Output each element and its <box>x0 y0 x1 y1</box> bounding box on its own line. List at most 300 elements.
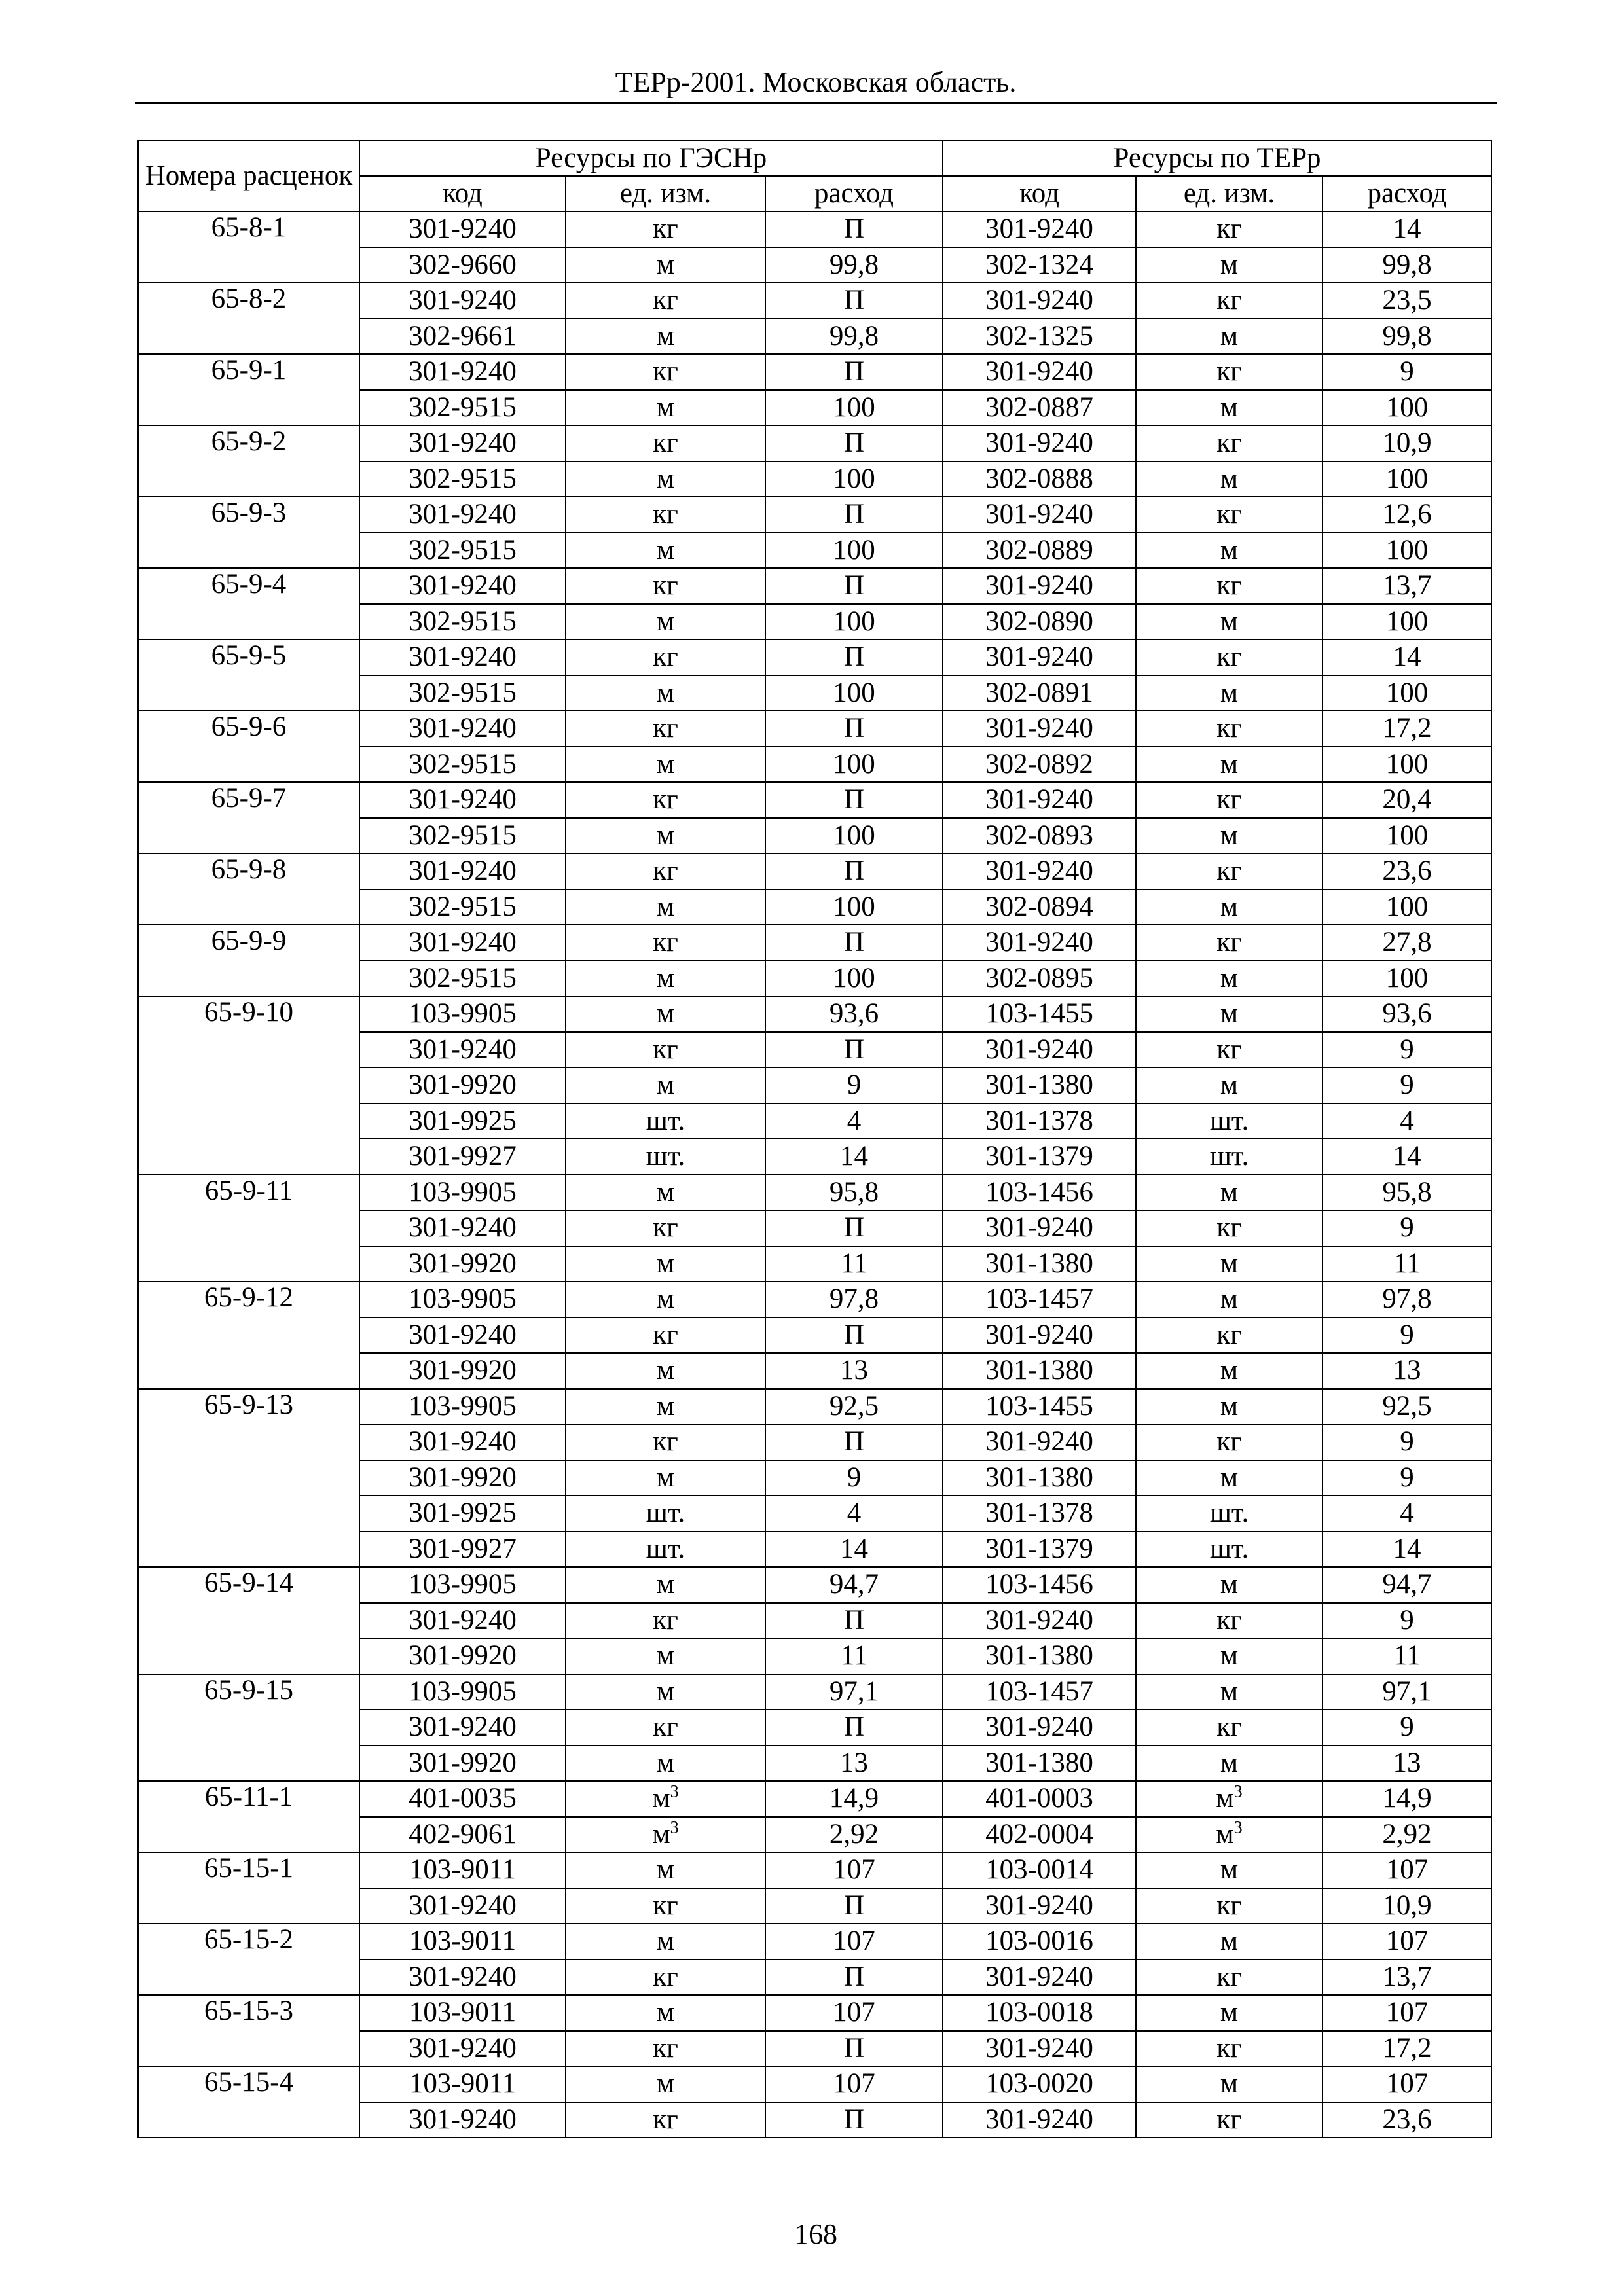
gesn-code-cell: 302-9515 <box>359 961 566 997</box>
table-row <box>138 1567 1491 1603</box>
ter-unit-cell: м <box>1136 1175 1322 1211</box>
table-row <box>138 711 1491 747</box>
ter-unit-cell: м <box>1136 1924 1322 1960</box>
ter-code-cell: 301-9240 <box>943 1210 1136 1246</box>
table-row <box>138 568 1491 604</box>
gesn-unit-cell: м <box>566 1924 765 1960</box>
ter-code-cell: 103-1457 <box>943 1674 1136 1710</box>
ter-unit-cell: м <box>1136 889 1322 925</box>
gesn-unit-cell: м <box>566 2066 765 2102</box>
ter-code-cell: 103-0018 <box>943 1995 1136 2031</box>
ter-resources-header: Ресурсы по ТЕРр <box>943 141 1491 176</box>
gesn-amount-cell: 95,8 <box>765 1175 943 1211</box>
ter-unit-cell: кг <box>1136 1888 1322 1924</box>
gesn-code-cell: 301-9240 <box>359 1318 566 1354</box>
gesn-amount-cell: 97,1 <box>765 1674 943 1710</box>
gesn-code-cell: 103-9011 <box>359 1995 566 2031</box>
rate-number-cell: 65-9-11 <box>138 1175 359 1282</box>
gesn-unit-cell: м <box>566 889 765 925</box>
ter-unit-cell: кг <box>1136 782 1322 818</box>
ter-unit-cell: шт. <box>1136 1496 1322 1532</box>
ter-code-cell: 301-1379 <box>943 1139 1136 1175</box>
ter-unit-cell: м <box>1136 675 1322 711</box>
gesn-amount-cell: П <box>765 925 943 961</box>
gesn-amount-cell: 9 <box>765 1460 943 1496</box>
gesn-code-cell: 301-9920 <box>359 1638 566 1674</box>
ter-code-cell: 301-9240 <box>943 925 1136 961</box>
rate-number-cell: 65-9-15 <box>138 1674 359 1782</box>
ter-unit-cell: м <box>1136 1674 1322 1710</box>
ter-code-cell: 301-9240 <box>943 2102 1136 2138</box>
table-row <box>138 1852 1491 1888</box>
ter-unit-cell: кг <box>1136 2031 1322 2067</box>
ter-unit-cell: кг <box>1136 425 1322 461</box>
ter-unit-cell: м <box>1136 1460 1322 1496</box>
ter-unit-cell: кг <box>1136 1424 1322 1460</box>
ter-amount-cell: 23,6 <box>1322 2102 1491 2138</box>
ter-unit-cell: м <box>1136 1282 1322 1318</box>
rate-number-cell: 65-8-2 <box>138 283 359 354</box>
rate-number-cell: 65-9-13 <box>138 1389 359 1568</box>
gesn-code-cell: 302-9515 <box>359 533 566 569</box>
table-head <box>138 141 1491 211</box>
ter-code-cell: 103-0020 <box>943 2066 1136 2102</box>
rate-number-cell: 65-9-12 <box>138 1282 359 1389</box>
gesn-amount-header: расход <box>765 176 943 211</box>
rate-numbers-header: Номера расценок <box>138 141 359 211</box>
ter-amount-cell: 23,5 <box>1322 283 1491 319</box>
gesn-unit-cell: кг <box>566 1318 765 1354</box>
gesn-unit-cell: кг <box>566 425 765 461</box>
table-row <box>138 1674 1491 1710</box>
rate-number-cell: 65-9-7 <box>138 782 359 853</box>
gesn-code-cell: 301-9240 <box>359 2102 566 2138</box>
gesn-amount-cell: П <box>765 568 943 604</box>
ter-unit-cell: м <box>1136 319 1322 355</box>
gesn-unit-cell: кг <box>566 354 765 390</box>
gesn-unit-cell: шт. <box>566 1103 765 1139</box>
gesn-amount-cell: 92,5 <box>765 1389 943 1425</box>
gesn-amount-cell: П <box>765 1888 943 1924</box>
gesn-amount-cell: 9 <box>765 1067 943 1103</box>
ter-unit-cell: м <box>1136 604 1322 640</box>
gesn-amount-cell: 100 <box>765 747 943 783</box>
table-row <box>138 354 1491 390</box>
ter-unit-cell: кг <box>1136 1603 1322 1639</box>
gesn-amount-cell: 99,8 <box>765 319 943 355</box>
ter-amount-cell: 13,7 <box>1322 1960 1491 1996</box>
ter-amount-cell: 14 <box>1322 211 1491 247</box>
ter-code-cell: 301-9240 <box>943 711 1136 747</box>
ter-code-cell: 103-1456 <box>943 1175 1136 1211</box>
gesn-unit-cell: м <box>566 1638 765 1674</box>
ter-code-cell: 301-9240 <box>943 354 1136 390</box>
ter-code-cell: 302-0892 <box>943 747 1136 783</box>
gesn-code-cell: 301-9240 <box>359 1424 566 1460</box>
gesn-code-cell: 302-9515 <box>359 675 566 711</box>
gesn-unit-cell: м <box>566 1067 765 1103</box>
ter-amount-cell: 17,2 <box>1322 2031 1491 2067</box>
gesn-amount-cell: П <box>765 1603 943 1639</box>
gesn-code-cell: 301-9920 <box>359 1353 566 1389</box>
gesn-unit-cell: кг <box>566 1424 765 1460</box>
gesn-unit-cell: м <box>566 996 765 1032</box>
ter-code-cell: 301-1380 <box>943 1067 1136 1103</box>
ter-unit-cell: м <box>1136 1567 1322 1603</box>
gesn-code-header: код <box>359 176 566 211</box>
gesn-amount-cell: П <box>765 1424 943 1460</box>
ter-code-cell: 302-0895 <box>943 961 1136 997</box>
table-row <box>138 1924 1491 1960</box>
gesn-amount-cell: 4 <box>765 1496 943 1532</box>
rate-number-cell: 65-15-1 <box>138 1852 359 1924</box>
gesn-amount-cell: П <box>765 2031 943 2067</box>
ter-code-cell: 302-1325 <box>943 319 1136 355</box>
ter-amount-header: расход <box>1322 176 1491 211</box>
resources-table <box>137 140 1492 2138</box>
ter-code-cell: 301-1380 <box>943 1460 1136 1496</box>
table-row <box>138 853 1491 889</box>
ter-code-cell: 301-1378 <box>943 1496 1136 1532</box>
gesn-unit-cell: кг <box>566 711 765 747</box>
gesn-unit-cell: кг <box>566 568 765 604</box>
gesn-amount-cell: П <box>765 497 943 533</box>
ter-code-cell: 301-9240 <box>943 568 1136 604</box>
ter-amount-cell: 13,7 <box>1322 568 1491 604</box>
ter-code-cell: 301-9240 <box>943 283 1136 319</box>
ter-code-cell: 103-0014 <box>943 1852 1136 1888</box>
gesn-unit-cell: м <box>566 247 765 283</box>
gesn-amount-cell: 100 <box>765 961 943 997</box>
ter-amount-cell: 9 <box>1322 1032 1491 1068</box>
rate-number-cell: 65-9-10 <box>138 996 359 1175</box>
ter-amount-cell: 9 <box>1322 1424 1491 1460</box>
ter-code-cell: 301-1380 <box>943 1246 1136 1282</box>
gesn-unit-cell: $м^3$ <box>566 1781 765 1817</box>
ter-amount-cell: 100 <box>1322 889 1491 925</box>
page-number: 168 <box>794 2218 837 2250</box>
gesn-amount-cell: П <box>765 782 943 818</box>
gesn-unit-cell: м <box>566 461 765 497</box>
ter-code-cell: 301-9240 <box>943 853 1136 889</box>
gesn-unit-cell: м <box>566 1460 765 1496</box>
gesn-amount-cell: 93,6 <box>765 996 943 1032</box>
ter-code-cell: 103-0016 <box>943 1924 1136 1960</box>
ter-code-cell: 301-9240 <box>943 1960 1136 1996</box>
gesn-unit-cell: кг <box>566 1032 765 1068</box>
gesn-unit-cell: кг <box>566 497 765 533</box>
ter-code-cell: 301-9240 <box>943 1888 1136 1924</box>
gesn-unit-cell: м <box>566 390 765 426</box>
table-row <box>138 1995 1491 2031</box>
rate-number-cell: 65-9-6 <box>138 711 359 782</box>
gesn-code-cell: 301-9925 <box>359 1103 566 1139</box>
ter-unit-cell: м <box>1136 1067 1322 1103</box>
gesn-amount-cell: П <box>765 283 943 319</box>
gesn-unit-cell: $м^3$ <box>566 1817 765 1853</box>
gesn-code-cell: 103-9905 <box>359 1567 566 1603</box>
gesn-amount-cell: 94,7 <box>765 1567 943 1603</box>
gesn-code-cell: 302-9515 <box>359 818 566 854</box>
gesn-unit-cell: м <box>566 533 765 569</box>
gesn-unit-cell: кг <box>566 1210 765 1246</box>
ter-amount-cell: 99,8 <box>1322 319 1491 355</box>
gesn-unit-cell: м <box>566 1746 765 1782</box>
gesn-unit-cell: м <box>566 604 765 640</box>
gesn-amount-cell: 100 <box>765 461 943 497</box>
gesn-code-cell: 302-9515 <box>359 747 566 783</box>
gesn-code-cell: 301-9240 <box>359 1032 566 1068</box>
ter-code-cell: 301-9240 <box>943 497 1136 533</box>
ter-amount-cell: 14 <box>1322 1532 1491 1568</box>
gesn-code-cell: 103-9011 <box>359 1852 566 1888</box>
ter-code-cell: 103-1457 <box>943 1282 1136 1318</box>
gesn-amount-cell: 100 <box>765 390 943 426</box>
gesn-amount-cell: П <box>765 2102 943 2138</box>
gesn-amount-cell: П <box>765 639 943 675</box>
gesn-unit-cell: кг <box>566 2031 765 2067</box>
ter-code-cell: 401-0003 <box>943 1781 1136 1817</box>
rate-number-cell: 65-9-1 <box>138 354 359 425</box>
ter-unit-cell: м <box>1136 1746 1322 1782</box>
gesn-code-cell: 301-9240 <box>359 2031 566 2067</box>
gesn-code-cell: 302-9660 <box>359 247 566 283</box>
gesn-amount-cell: 107 <box>765 2066 943 2102</box>
ter-unit-cell: м <box>1136 533 1322 569</box>
gesn-unit-cell: м <box>566 1852 765 1888</box>
ter-unit-cell: м <box>1136 747 1322 783</box>
gesn-amount-cell: 97,8 <box>765 1282 943 1318</box>
gesn-amount-cell: П <box>765 354 943 390</box>
ter-unit-cell: $м^3$ <box>1136 1817 1322 1853</box>
gesn-unit-cell: шт. <box>566 1496 765 1532</box>
gesn-unit-cell: м <box>566 1389 765 1425</box>
ter-amount-cell: 4 <box>1322 1103 1491 1139</box>
ter-code-cell: 301-9240 <box>943 782 1136 818</box>
ter-unit-cell: шт. <box>1136 1103 1322 1139</box>
ter-unit-cell: м <box>1136 961 1322 997</box>
ter-unit-cell: м <box>1136 461 1322 497</box>
gesn-unit-cell: шт. <box>566 1532 765 1568</box>
gesn-unit-cell: м <box>566 1175 765 1211</box>
table-row <box>138 782 1491 818</box>
rate-number-cell: 65-9-9 <box>138 925 359 996</box>
table-row <box>138 1781 1491 1817</box>
ter-unit-cell: кг <box>1136 1710 1322 1746</box>
ter-code-cell: 301-9240 <box>943 425 1136 461</box>
ter-code-cell: 302-0893 <box>943 818 1136 854</box>
gesn-amount-cell: 100 <box>765 889 943 925</box>
ter-code-cell: 301-1380 <box>943 1638 1136 1674</box>
gesn-code-cell: 301-9240 <box>359 925 566 961</box>
ter-code-cell: 301-9240 <box>943 1710 1136 1746</box>
gesn-code-cell: 301-9927 <box>359 1139 566 1175</box>
ter-unit-cell: кг <box>1136 568 1322 604</box>
ter-amount-cell: 20,4 <box>1322 782 1491 818</box>
ter-amount-cell: 100 <box>1322 390 1491 426</box>
ter-amount-cell: 10,9 <box>1322 1888 1491 1924</box>
ter-unit-cell: кг <box>1136 639 1322 675</box>
rate-number-cell: 65-9-2 <box>138 425 359 497</box>
gesn-code-cell: 302-9515 <box>359 461 566 497</box>
table-row <box>138 1389 1491 1425</box>
ter-amount-cell: 9 <box>1322 1710 1491 1746</box>
table-row <box>138 1175 1491 1211</box>
ter-code-cell: 301-9240 <box>943 2031 1136 2067</box>
gesn-code-cell: 301-9920 <box>359 1460 566 1496</box>
table-row <box>138 497 1491 533</box>
ter-amount-cell: 107 <box>1322 1995 1491 2031</box>
gesn-amount-cell: 107 <box>765 1995 943 2031</box>
gesn-amount-cell: П <box>765 1960 943 1996</box>
gesn-code-cell: 103-9011 <box>359 2066 566 2102</box>
gesn-code-cell: 301-9240 <box>359 1960 566 1996</box>
gesn-unit-cell: кг <box>566 639 765 675</box>
ter-amount-cell: 11 <box>1322 1638 1491 1674</box>
gesn-code-cell: 103-9011 <box>359 1924 566 1960</box>
ter-amount-cell: 100 <box>1322 818 1491 854</box>
gesn-code-cell: 301-9920 <box>359 1067 566 1103</box>
ter-unit-cell: м <box>1136 2066 1322 2102</box>
gesn-code-cell: 301-9240 <box>359 711 566 747</box>
gesn-amount-cell: П <box>765 425 943 461</box>
gesn-code-cell: 301-9240 <box>359 354 566 390</box>
table-row <box>138 283 1491 319</box>
ter-amount-cell: 97,8 <box>1322 1282 1491 1318</box>
gesn-amount-cell: 100 <box>765 675 943 711</box>
ter-unit-cell: кг <box>1136 211 1322 247</box>
ter-amount-cell: 12,6 <box>1322 497 1491 533</box>
gesn-code-cell: 302-9515 <box>359 889 566 925</box>
ter-amount-cell: 9 <box>1322 1067 1491 1103</box>
ter-code-cell: 301-1379 <box>943 1532 1136 1568</box>
gesn-code-cell: 402-9061 <box>359 1817 566 1853</box>
ter-unit-cell: м <box>1136 1389 1322 1425</box>
table-body <box>138 211 1491 2138</box>
ter-code-cell: 302-0891 <box>943 675 1136 711</box>
ter-code-cell: 301-9240 <box>943 211 1136 247</box>
rate-number-cell: 65-11-1 <box>138 1781 359 1852</box>
ter-amount-cell: 95,8 <box>1322 1175 1491 1211</box>
gesn-unit-cell: кг <box>566 1960 765 1996</box>
gesn-unit-cell: кг <box>566 853 765 889</box>
gesn-unit-cell: м <box>566 1995 765 2031</box>
ter-amount-cell: 17,2 <box>1322 711 1491 747</box>
ter-code-cell: 402-0004 <box>943 1817 1136 1853</box>
rate-number-cell: 65-15-4 <box>138 2066 359 2138</box>
ter-amount-cell: 14 <box>1322 639 1491 675</box>
gesn-unit-cell: кг <box>566 211 765 247</box>
table-row <box>138 2066 1491 2102</box>
gesn-unit-cell: кг <box>566 782 765 818</box>
ter-unit-cell: кг <box>1136 853 1322 889</box>
ter-amount-cell: 93,6 <box>1322 996 1491 1032</box>
ter-code-cell: 302-1324 <box>943 247 1136 283</box>
ter-unit-cell: кг <box>1136 2102 1322 2138</box>
gesn-code-cell: 301-9925 <box>359 1496 566 1532</box>
gesn-amount-cell: 14,9 <box>765 1781 943 1817</box>
ter-amount-cell: 9 <box>1322 1603 1491 1639</box>
ter-unit-cell: м <box>1136 1638 1322 1674</box>
ter-unit-cell: м <box>1136 818 1322 854</box>
ter-unit-cell: $м^3$ <box>1136 1781 1322 1817</box>
ter-amount-cell: 107 <box>1322 1852 1491 1888</box>
gesn-code-cell: 103-9905 <box>359 996 566 1032</box>
ter-unit-cell: кг <box>1136 1318 1322 1354</box>
ter-amount-cell: 11 <box>1322 1246 1491 1282</box>
gesn-amount-cell: 14 <box>765 1532 943 1568</box>
ter-amount-cell: 9 <box>1322 1460 1491 1496</box>
gesn-code-cell: 301-9920 <box>359 1246 566 1282</box>
ter-unit-cell: м <box>1136 1852 1322 1888</box>
ter-unit-cell: кг <box>1136 354 1322 390</box>
ter-unit-cell: м <box>1136 247 1322 283</box>
ter-unit-cell: кг <box>1136 1032 1322 1068</box>
gesn-unit-cell: кг <box>566 1888 765 1924</box>
gesn-amount-cell: 11 <box>765 1246 943 1282</box>
gesn-unit-cell: кг <box>566 1710 765 1746</box>
gesn-amount-cell: П <box>765 1032 943 1068</box>
ter-unit-cell: м <box>1136 1995 1322 2031</box>
table-row <box>138 211 1491 247</box>
gesn-amount-cell: 13 <box>765 1353 943 1389</box>
gesn-unit-cell: м <box>566 319 765 355</box>
gesn-code-cell: 103-9905 <box>359 1282 566 1318</box>
ter-unit-cell: кг <box>1136 1210 1322 1246</box>
ter-amount-cell: 14 <box>1322 1139 1491 1175</box>
ter-amount-cell: 14,9 <box>1322 1781 1491 1817</box>
table-row <box>138 639 1491 675</box>
gesn-unit-cell: кг <box>566 1603 765 1639</box>
ter-code-cell: 103-1456 <box>943 1567 1136 1603</box>
ter-amount-cell: 94,7 <box>1322 1567 1491 1603</box>
ter-amount-cell: 13 <box>1322 1746 1491 1782</box>
ter-code-cell: 301-9240 <box>943 639 1136 675</box>
ter-code-cell: 302-0890 <box>943 604 1136 640</box>
gesn-code-cell: 401-0035 <box>359 1781 566 1817</box>
gesn-amount-cell: 107 <box>765 1852 943 1888</box>
gesn-amount-cell: П <box>765 853 943 889</box>
gesn-code-cell: 301-9240 <box>359 1888 566 1924</box>
gesn-code-cell: 301-9240 <box>359 425 566 461</box>
gesn-amount-cell: П <box>765 1710 943 1746</box>
ter-amount-cell: 27,8 <box>1322 925 1491 961</box>
gesn-amount-cell: 13 <box>765 1746 943 1782</box>
gesn-amount-cell: П <box>765 211 943 247</box>
gesn-unit-cell: м <box>566 675 765 711</box>
rate-number-cell: 65-9-14 <box>138 1567 359 1674</box>
page-header: ТЕРр-2001. Московская область. <box>615 66 1017 98</box>
rate-number-cell: 65-9-8 <box>138 853 359 925</box>
gesn-amount-cell: 100 <box>765 533 943 569</box>
ter-unit-cell: кг <box>1136 497 1322 533</box>
table-row <box>138 925 1491 961</box>
gesn-unit-cell: кг <box>566 2102 765 2138</box>
ter-amount-cell: 9 <box>1322 1318 1491 1354</box>
gesn-unit-cell: м <box>566 961 765 997</box>
ter-unit-cell: кг <box>1136 711 1322 747</box>
gesn-amount-cell: 14 <box>765 1139 943 1175</box>
ter-unit-cell: шт. <box>1136 1532 1322 1568</box>
gesn-unit-cell: кг <box>566 283 765 319</box>
gesn-code-cell: 301-9240 <box>359 1210 566 1246</box>
ter-amount-cell: 100 <box>1322 533 1491 569</box>
gesn-code-cell: 302-9515 <box>359 604 566 640</box>
gesn-code-cell: 302-9515 <box>359 390 566 426</box>
ter-amount-cell: 4 <box>1322 1496 1491 1532</box>
ter-code-cell: 301-1378 <box>943 1103 1136 1139</box>
ter-unit-header: ед. изм. <box>1136 176 1322 211</box>
